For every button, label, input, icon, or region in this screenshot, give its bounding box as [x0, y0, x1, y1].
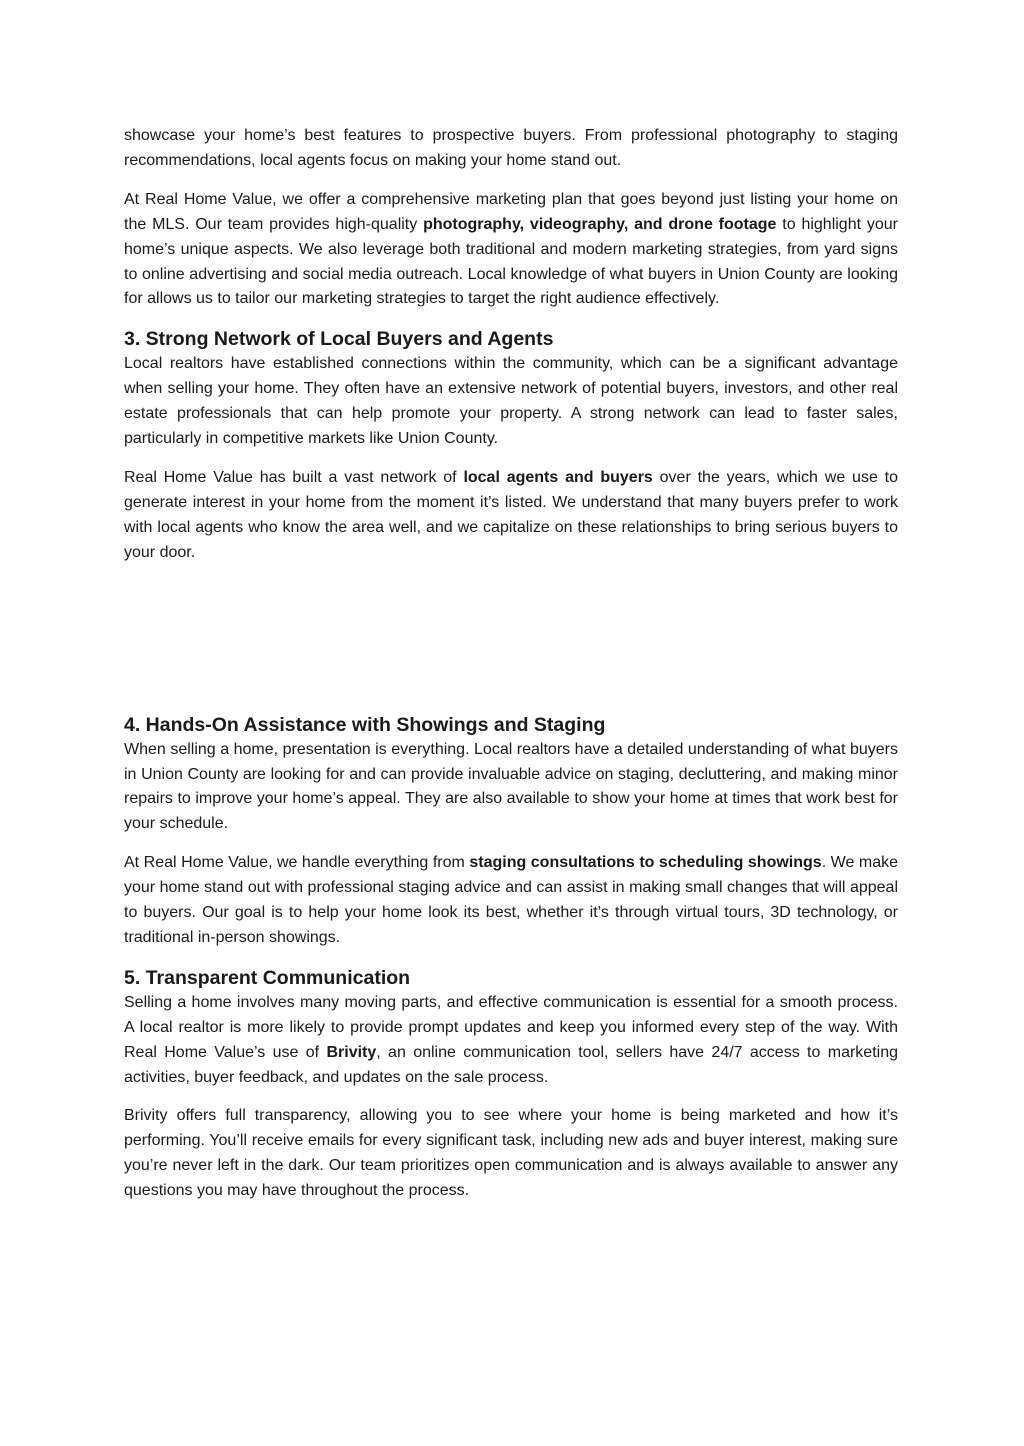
paragraph-network: Local realtors have established connections within the community, which can be a significant advantage when selling your home. They often have an extensive network of potential buyers, investors, and other real estate professionals that can help promote your property. A strong network can lead to faster sales, particularly in competitive markets like Union County.	[124, 355, 898, 448]
paragraph-communication: Selling a home involves many moving parts, and effective communication is essential for a smooth process. A local realtor is more likely to provide prompt updates and keep you informed every step of the way. With Real Home Value’s use of Brivity, an online communication tool, sellers have 24/7 access to marketing activities, buyer feedback, and updates on the sale process.	[124, 993, 898, 1086]
paragraph-marketing-intro: showcase your home’s best features to prospective buyers. From professional photography to staging recommendations, local agents focus on making your home stand out.	[124, 127, 898, 169]
heading-transparent-communication: 5. Transparent Communication	[124, 966, 411, 989]
paragraph-staging-rhv: At Real Home Value, we handle everything from staging consultations to scheduling showings. We make your home stand out with professional staging advice and can assist in making small changes that will appeal to buyers. Our goal is to help your home look its best, whether it’s through virtual tours, 3D technology, or traditional in-person showings.	[124, 854, 899, 946]
document-page	[124, 124, 898, 1218]
bold-staging: staging consultations to scheduling showings	[469, 854, 822, 872]
heading-strong-network: 3. Strong Network of Local Buyers and Agents	[124, 328, 554, 351]
paragraph-network-rhv: Real Home Value has built a vast network of local agents and buyers over the years, which we use to generate interest in your home from the moment it’s listed. We understand that many buyers prefer to work with local agents who know the area well, and we capitalize on these relationships to bring serious buyers to your door.	[124, 468, 899, 561]
heading-hands-on: 4. Hands-On Assistance with Showings and Staging	[124, 713, 606, 736]
bold-local-agents: local agents and buyers	[463, 468, 653, 486]
bold-brivity: Brivity	[326, 1043, 377, 1061]
paragraph-presentation: When selling a home, presentation is everything. Local realtors have a detailed understanding of what buyers in Union County are looking for and can provide invaluable advice on staging, decluttering, and making minor repairs to improve your home’s appeal. They are also available to show your home at times that work best for your schedule.	[124, 740, 898, 833]
bold-photography: photography, videography, and drone footage	[423, 215, 777, 233]
paragraph-brivity: Brivity offers full transparency, allowing you to see where your home is being marketed and how it’s performing. You’ll receive emails for every significant task, including new ads and buyer interest, making sure you’re never left in the dark. Our team prioritizes open communication and is always available to answer any questions you may have throughout the process.	[124, 1107, 898, 1200]
paragraph-marketing-plan: At Real Home Value, we offer a comprehensive marketing plan that goes beyond just listing your home on the MLS. Our team provides high-quality photography, videography, and drone footage to highlight your home’s unique aspects. We also leverage both traditional and modern marketing strategies, from yard signs to online advertising and social media outreach. Local knowledge of what buyers in Union County are looking for allows us to tailor our marketing strategies to target the right audience effectively.	[124, 190, 898, 308]
page-gap	[124, 580, 898, 712]
